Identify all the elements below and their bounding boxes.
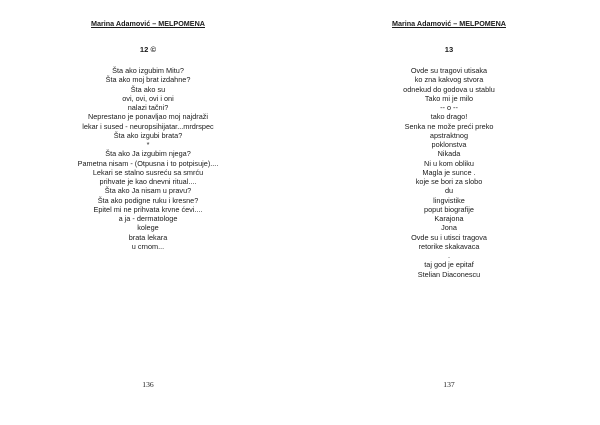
poem-line: Lekari se stalno susreću sa smrću xyxy=(92,167,204,177)
poem-line: Epitel mi ne prihvata krvne ćevi.... xyxy=(93,204,203,214)
poem-line: koje se bori za slobo xyxy=(415,177,483,186)
poem-line: Pametna nisam - (Otpusna i to potpisuje).... xyxy=(77,158,219,168)
poem-line: Neprestano je ponavljao moj najdraži xyxy=(87,112,209,122)
poem-line: Ni u kom obliku xyxy=(424,158,474,168)
poem-line: taj god je epitaf xyxy=(424,260,474,270)
poem-body xyxy=(300,66,598,279)
poem-line: Tako mi je milo xyxy=(424,93,474,103)
poem-line: Senka ne može preći preko xyxy=(404,121,494,131)
poem-line: Šta ako izgubim Mitu? xyxy=(112,66,184,75)
poem-line: du xyxy=(444,186,454,196)
poem-line: poput biografije xyxy=(424,204,474,214)
poem-line: a ja - dermatologe xyxy=(118,214,178,223)
poem-line: Šta ako Ja nisam u pravu? xyxy=(104,186,192,196)
poem-line: Ovde su tragovi utisaka xyxy=(410,66,488,75)
poem-line: Šta ako su xyxy=(130,84,166,94)
poem-title: 12 © xyxy=(139,45,157,54)
poem-line: ovi, ovi, ovi i oni xyxy=(122,93,174,103)
poem-line: Nikada xyxy=(437,149,461,159)
poem-line: ko zna kakvog stvora xyxy=(414,75,484,85)
poem-line: Stelian Diaconescu xyxy=(417,269,481,279)
poem-body xyxy=(0,66,296,251)
poem-line: -- o -- xyxy=(440,103,458,112)
poem-line: prihvate je kao dnevni ritual.... xyxy=(99,177,197,186)
poem-line: Magla je sunce . xyxy=(422,167,476,177)
running-header: Marina Adamović – MELPOMENA xyxy=(91,19,205,28)
page-number: 137 xyxy=(443,380,455,389)
poem-line: u crnom... xyxy=(131,241,165,251)
right-page xyxy=(300,0,600,425)
poem-line: lekar i sused - neuropsihijatar...mrdrspec xyxy=(82,121,214,131)
poem-line: Karajona xyxy=(434,214,464,223)
poem-line: Šta ako podigne ruku i kresne? xyxy=(97,195,199,205)
poem-line: Ovde su i utisci tragova xyxy=(411,232,487,242)
poem-line: Šta ako moj brat izdahne? xyxy=(105,75,191,85)
running-header: Marina Adamović – MELPOMENA xyxy=(392,19,506,28)
poem-line: tako drago! xyxy=(430,112,468,122)
poem-line: retorike skakavaca xyxy=(418,241,480,251)
poem-line: lingvistike xyxy=(433,195,465,205)
page-number: 136 xyxy=(142,380,154,389)
poem-line: poklonstva xyxy=(431,140,467,149)
poem-title: 13 xyxy=(444,45,454,54)
poem-line: Šta ako izgubi brata? xyxy=(113,130,183,140)
poem-line: apstraktnog xyxy=(429,130,469,140)
poem-line: kolege xyxy=(137,223,159,233)
poem-line: * xyxy=(146,140,150,149)
poem-line: nalazi tačni? xyxy=(127,103,169,112)
poem-line: Šta ako Ja izgubim njega? xyxy=(105,149,191,159)
poem-line: Jona xyxy=(441,223,457,233)
poem-line: odnekud do godova u stablu xyxy=(403,84,495,94)
poem-line: brata lekara xyxy=(128,232,168,242)
poem-line: . xyxy=(447,251,451,260)
